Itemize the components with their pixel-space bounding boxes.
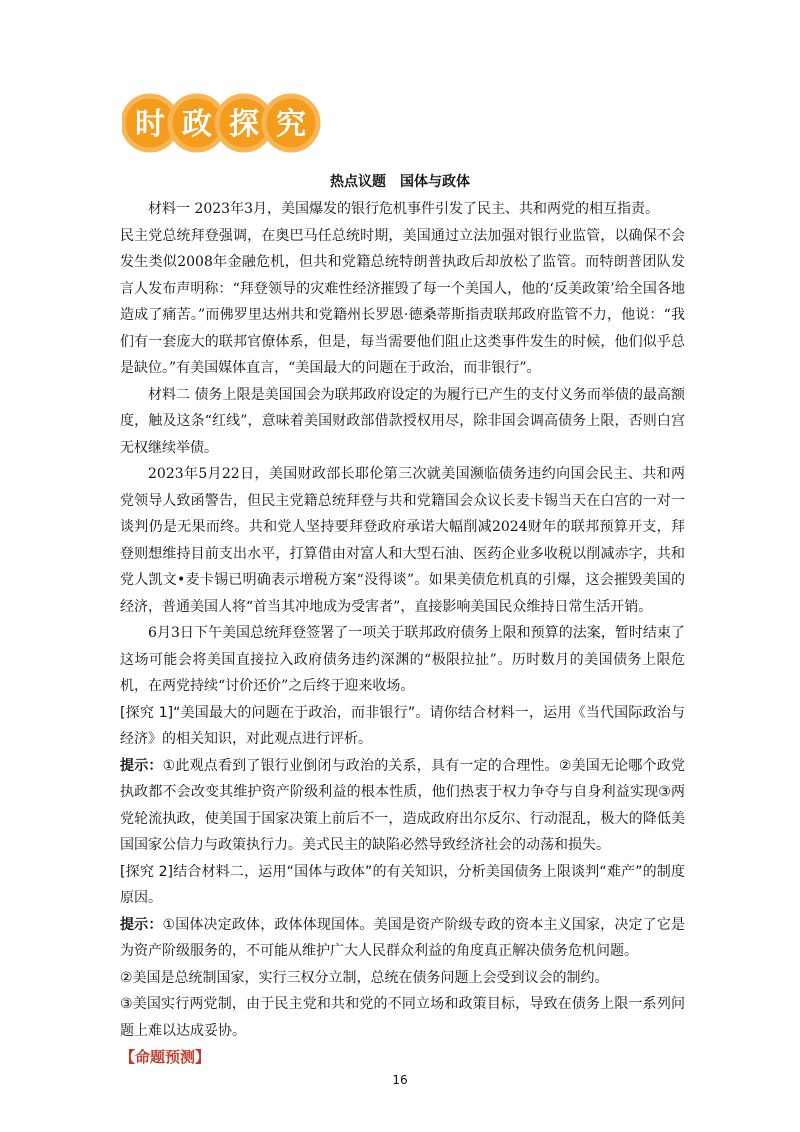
banner-char-4: 究: [276, 107, 306, 142]
document-body: [120, 196, 685, 1071]
explore2-hint-3: ③美国实行两党制，由于民主党和共和党的不同立场和政策目标，导致在债务上限一系列问题上难以达成妥协。: [120, 996, 685, 1039]
prediction-heading: 【命题预测】: [120, 1048, 211, 1066]
explore1-question: [探究 1]“美国最大的问题在于政治，而非银行”。请你结合材料一，运用《当代国际政治与经济》的相关知识，对此观点进行评析。: [120, 704, 685, 747]
topic-title: 热点议题 国体与政体: [330, 174, 470, 190]
material1-intro: 材料一 2023年3月，美国爆发的银行危机事件引发了民主、共和两党的相互指责。: [148, 201, 659, 217]
explore2-hint-1: [120, 912, 685, 965]
hint-label: 提示：: [120, 916, 163, 933]
explore1-hint-text: ①此观点看到了银行业倒闭与政治的关系，具有一定的合理性。②美国无论哪个政党执政都不会改变其维护资产阶级利益的根本性质，他们热衷于权力争夺与自身利益实现③两党轮流执政，使美国于国家决策上前后不一，造成政府出尔反尔、行动混乱，极大的降低美国国家公信力与政策执行力。美式民主的缺陷必然导致经济社会的动荡和损失。: [120, 757, 685, 853]
material2-body: 2023年5月22日，美国财政部长耶伦第三次就美国濒临债务违约向国会民主、共和两党领导人致函警告，但民主党籍总统拜登与共和党籍国会众议长麦卡锡当天在白宫的一对一谈判仍是无果而终。共和党人坚持要拜登政府承诺大幅削减2024财年的联邦预算开支，拜登则想维持目前支出水平，打算借由对富人和大型石油、医药企业多收税以削减赤字，共和党人凯文•麦卡锡已明确表示增税方案“没得谈”。如果美债危机真的引爆，这会摧毁美国的经济，普通美国人将“首当其冲地成为受害者”，直接影响美国民众维持日常生活开销。: [120, 466, 685, 615]
banner-char-1: 时: [135, 107, 165, 142]
banner-char-2: 政: [182, 107, 212, 142]
explore2-hint-1-text: ①国体决定政体，政体体现国体。美国是资产阶级专政的资本主义国家，决定了它是为资产阶级服务的，不可能从维护广大人民群众利益的角度真正解决债务危机问题。: [120, 916, 685, 959]
explore1-hint: [120, 753, 685, 859]
material1-body: 民主党总统拜登强调，在奥巴马任总统时期，美国通过立法加强对银行业监管，以确保不会发生类似2008年金融危机，但共和党籍总统特朗普执政后却放松了监管。而特朗普团队发言人发布声明称：“拜登领导的灾难性经济摧毁了每一个美国人，他的‘反美政策’给全国各地造成了痛苦。”而佛罗里达州共和党籍州长罗恩·德桑蒂斯指责联邦政府监管不力，他说：“我们有一套庞大的联邦官僚体系，但是，每当需要他们阻止这类事件发生的时候，他们似乎总是缺位。”有美国媒体直言，“美国最大的问题在于政治，而非银行”。: [120, 227, 685, 376]
explore2-question: [探究 2]结合材料二，运用“国体与政体”的有关知识，分析美国债务上限谈判“难产”的制度原因。: [120, 863, 685, 906]
section-banner: [122, 85, 322, 160]
hint-label: 提示：: [120, 757, 163, 774]
banner-char-3: 探: [229, 107, 259, 142]
material2-intro: 材料二 债务上限是美国国会为联邦政府设定的为履行已产生的支付义务而举债的最高额度，触及这条“红线”，意味着美国财政部借款授权用尽，除非国会调高债务上限，否则白宫无权继续举债。: [120, 386, 685, 456]
explore2-hint-2: ②美国是总统制国家，实行三权分立制，总统在债务问题上会受到议会的制约。: [120, 969, 609, 986]
page-number: 16: [392, 1073, 408, 1087]
banner-graphic: [122, 85, 322, 160]
material2-conclusion: 6月3日下午美国总统拜登签署了一项关于联邦政府债务上限和预算的法案，暂时结束了这场可能会将美国直接拉入政府债务违约深渊的“极限拉扯”。历时数月的美国债务上限危机，在两党持续“讨价还价”之后终于迎来收场。: [120, 625, 685, 694]
